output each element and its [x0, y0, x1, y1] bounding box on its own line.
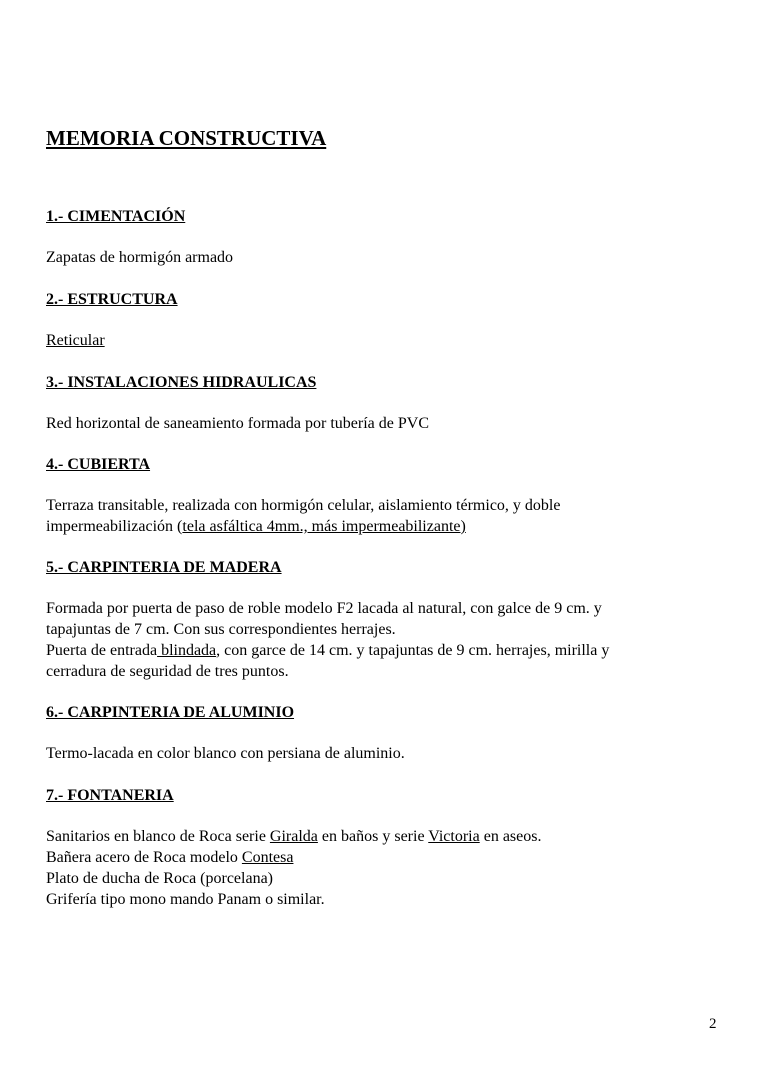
section-heading-estructura: 2.- ESTRUCTURA	[46, 291, 178, 308]
underlined-text: tela asfáltica 4mm., más impermeabilizante)	[182, 518, 466, 535]
text-line: Red horizontal de saneamiento formada por tubería de PVC	[46, 415, 429, 432]
text-run: impermeabilización (	[46, 518, 183, 535]
section-text-cimentacion	[46, 247, 726, 268]
underlined-text: blindada	[157, 642, 217, 659]
text-run: , con garce de 14 cm. y tapajuntas de 9 cm. herrajes, mirilla y	[216, 642, 610, 659]
text-line: Reticular	[46, 332, 105, 349]
text-line: Zapatas de hormigón armado	[46, 249, 234, 266]
document-title: MEMORIA CONSTRUCTIVA	[46, 126, 327, 150]
underlined-text: Giralda	[269, 828, 318, 845]
text-line: Terraza transitable, realizada con hormigón celular, aislamiento térmico, y doble	[46, 497, 561, 514]
text-run: Puerta de entrada	[46, 642, 158, 659]
text-run: en aseos.	[479, 828, 542, 845]
text-line: Formada por puerta de paso de roble modelo F2 lacada al natural, con galce de 9 cm. y	[46, 600, 602, 617]
text-line	[46, 826, 726, 847]
section-heading-carpinteria-madera: 5.- CARPINTERIA DE MADERA	[46, 559, 282, 576]
section-heading-cimentacion: 1.- CIMENTACIÓN	[46, 208, 186, 225]
text-line	[46, 640, 726, 661]
text-run: Sanitarios en blanco de Roca serie	[46, 828, 270, 845]
page-number: 2	[709, 1016, 717, 1032]
section-text-instalaciones	[46, 413, 726, 434]
section-text-fontaneria	[46, 826, 726, 910]
text-line: Grifería tipo mono mando Panam o similar.	[46, 891, 325, 908]
text-line	[46, 847, 726, 868]
text-line	[46, 516, 726, 537]
text-line: Plato de ducha de Roca (porcelana)	[46, 870, 274, 887]
section-text-cubierta	[46, 495, 726, 537]
section-text-estructura	[46, 330, 726, 351]
text-line: Termo-lacada en color blanco con persiana de aluminio.	[46, 745, 405, 762]
section-heading-fontaneria: 7.- FONTANERIA	[46, 787, 174, 804]
underlined-text: Contesa	[241, 849, 294, 866]
section-heading-cubierta: 4.- CUBIERTA	[46, 456, 151, 473]
text-line: cerradura de seguridad de tres puntos.	[46, 663, 289, 680]
section-text-carpinteria-aluminio	[46, 743, 726, 764]
section-heading-carpinteria-aluminio: 6.- CARPINTERIA DE ALUMINIO	[46, 704, 295, 721]
text-run: Bañera acero de Roca modelo	[46, 849, 242, 866]
section-heading-instalaciones: 3.- INSTALACIONES HIDRAULICAS	[46, 374, 317, 391]
underlined-text: Victoria	[428, 828, 480, 845]
text-run: en baños y serie	[317, 828, 429, 845]
text-line: tapajuntas de 7 cm. Con sus correspondientes herrajes.	[46, 621, 396, 638]
section-text-carpinteria-madera	[46, 598, 726, 682]
